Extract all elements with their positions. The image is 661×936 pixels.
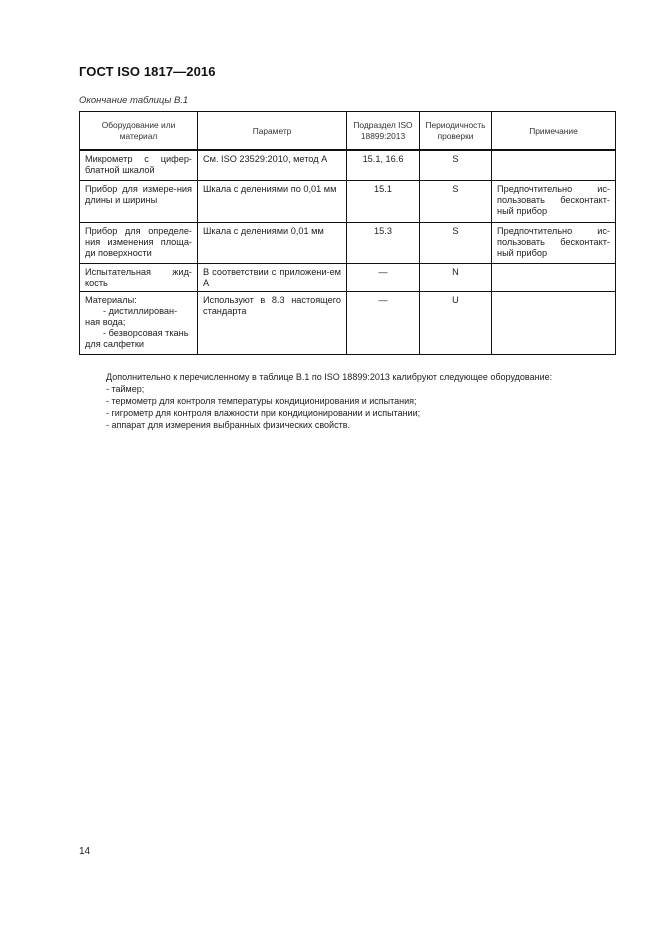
cell-subsection: —	[347, 291, 420, 354]
notes-intro: Дополнительно к перечисленному в таблице В.1 по ISO 18899:2013 калибруют следующее оборудование:	[106, 372, 553, 382]
materials-label: Материалы:	[85, 294, 137, 305]
cell-periodicity: U	[420, 291, 492, 354]
cell-periodicity: S	[420, 150, 492, 180]
table-caption: Окончание таблицы В.1	[79, 95, 189, 106]
equipment-table	[79, 111, 616, 355]
header-periodicity: Периодичность проверки	[420, 112, 492, 151]
cell-note: Предпочтительно ис-пользовать бесконтакт-ный прибор	[492, 222, 616, 263]
notes-list-item: - аппарат для измерения выбранных физических свойств.	[106, 420, 350, 430]
header-subsection: Подраздел ISO 18899:2013	[347, 112, 420, 151]
cell-equipment: Прибор для измере-ния длины и ширины	[80, 180, 198, 222]
material-item: - дистиллирован-ная вода;	[85, 305, 178, 327]
cell-note	[492, 150, 616, 180]
cell-subsection: 15.1	[347, 180, 420, 222]
cell-periodicity: S	[420, 180, 492, 222]
header-equipment: Оборудование или материал	[80, 112, 198, 151]
cell-parameter: Шкала с делениями по 0,01 мм	[198, 180, 347, 222]
additional-notes	[106, 371, 552, 431]
table-row	[80, 150, 616, 180]
cell-subsection: —	[347, 263, 420, 291]
header-note: Примечание	[492, 112, 616, 151]
cell-subsection: 15.3	[347, 222, 420, 263]
table-row	[80, 263, 616, 291]
cell-parameter: В соответствии с приложени-ем А	[198, 263, 347, 291]
cell-equipment: Микрометр с цифер-блатной шкалой	[80, 150, 198, 180]
table-row	[80, 222, 616, 263]
cell-note	[492, 263, 616, 291]
notes-list-item: - таймер;	[106, 384, 145, 394]
cell-periodicity: S	[420, 222, 492, 263]
notes-list-item: - термометр для контроля температуры кондиционирования и испытания;	[106, 396, 417, 406]
cell-equipment	[80, 291, 198, 354]
cell-note	[492, 291, 616, 354]
cell-parameter: Шкала с делениями 0,01 мм	[198, 222, 347, 263]
cell-equipment: Испытательная жид-кость	[80, 263, 198, 291]
page-number: 14	[79, 846, 91, 857]
notes-list-item: - гигрометр для контроля влажности при кондиционировании и испытании;	[106, 408, 421, 418]
cell-note: Предпочтительно ис-пользовать бесконтакт-ный прибор	[492, 180, 616, 222]
document-title: ГОСТ ISO 1817—2016	[79, 64, 216, 79]
header-parameter: Параметр	[198, 112, 347, 151]
cell-parameter: Используют в 8.3 настоящего стандарта	[198, 291, 347, 354]
cell-subsection: 15.1, 16.6	[347, 150, 420, 180]
cell-equipment: Прибор для определе-ния изменения площа-ди поверхности	[80, 222, 198, 263]
cell-periodicity: N	[420, 263, 492, 291]
table-row	[80, 291, 616, 354]
table-row	[80, 180, 616, 222]
material-item: - безворсовая ткань для салфетки	[85, 327, 189, 349]
table-header-row	[80, 112, 616, 151]
cell-parameter: См. ISO 23529:2010, метод А	[198, 150, 347, 180]
